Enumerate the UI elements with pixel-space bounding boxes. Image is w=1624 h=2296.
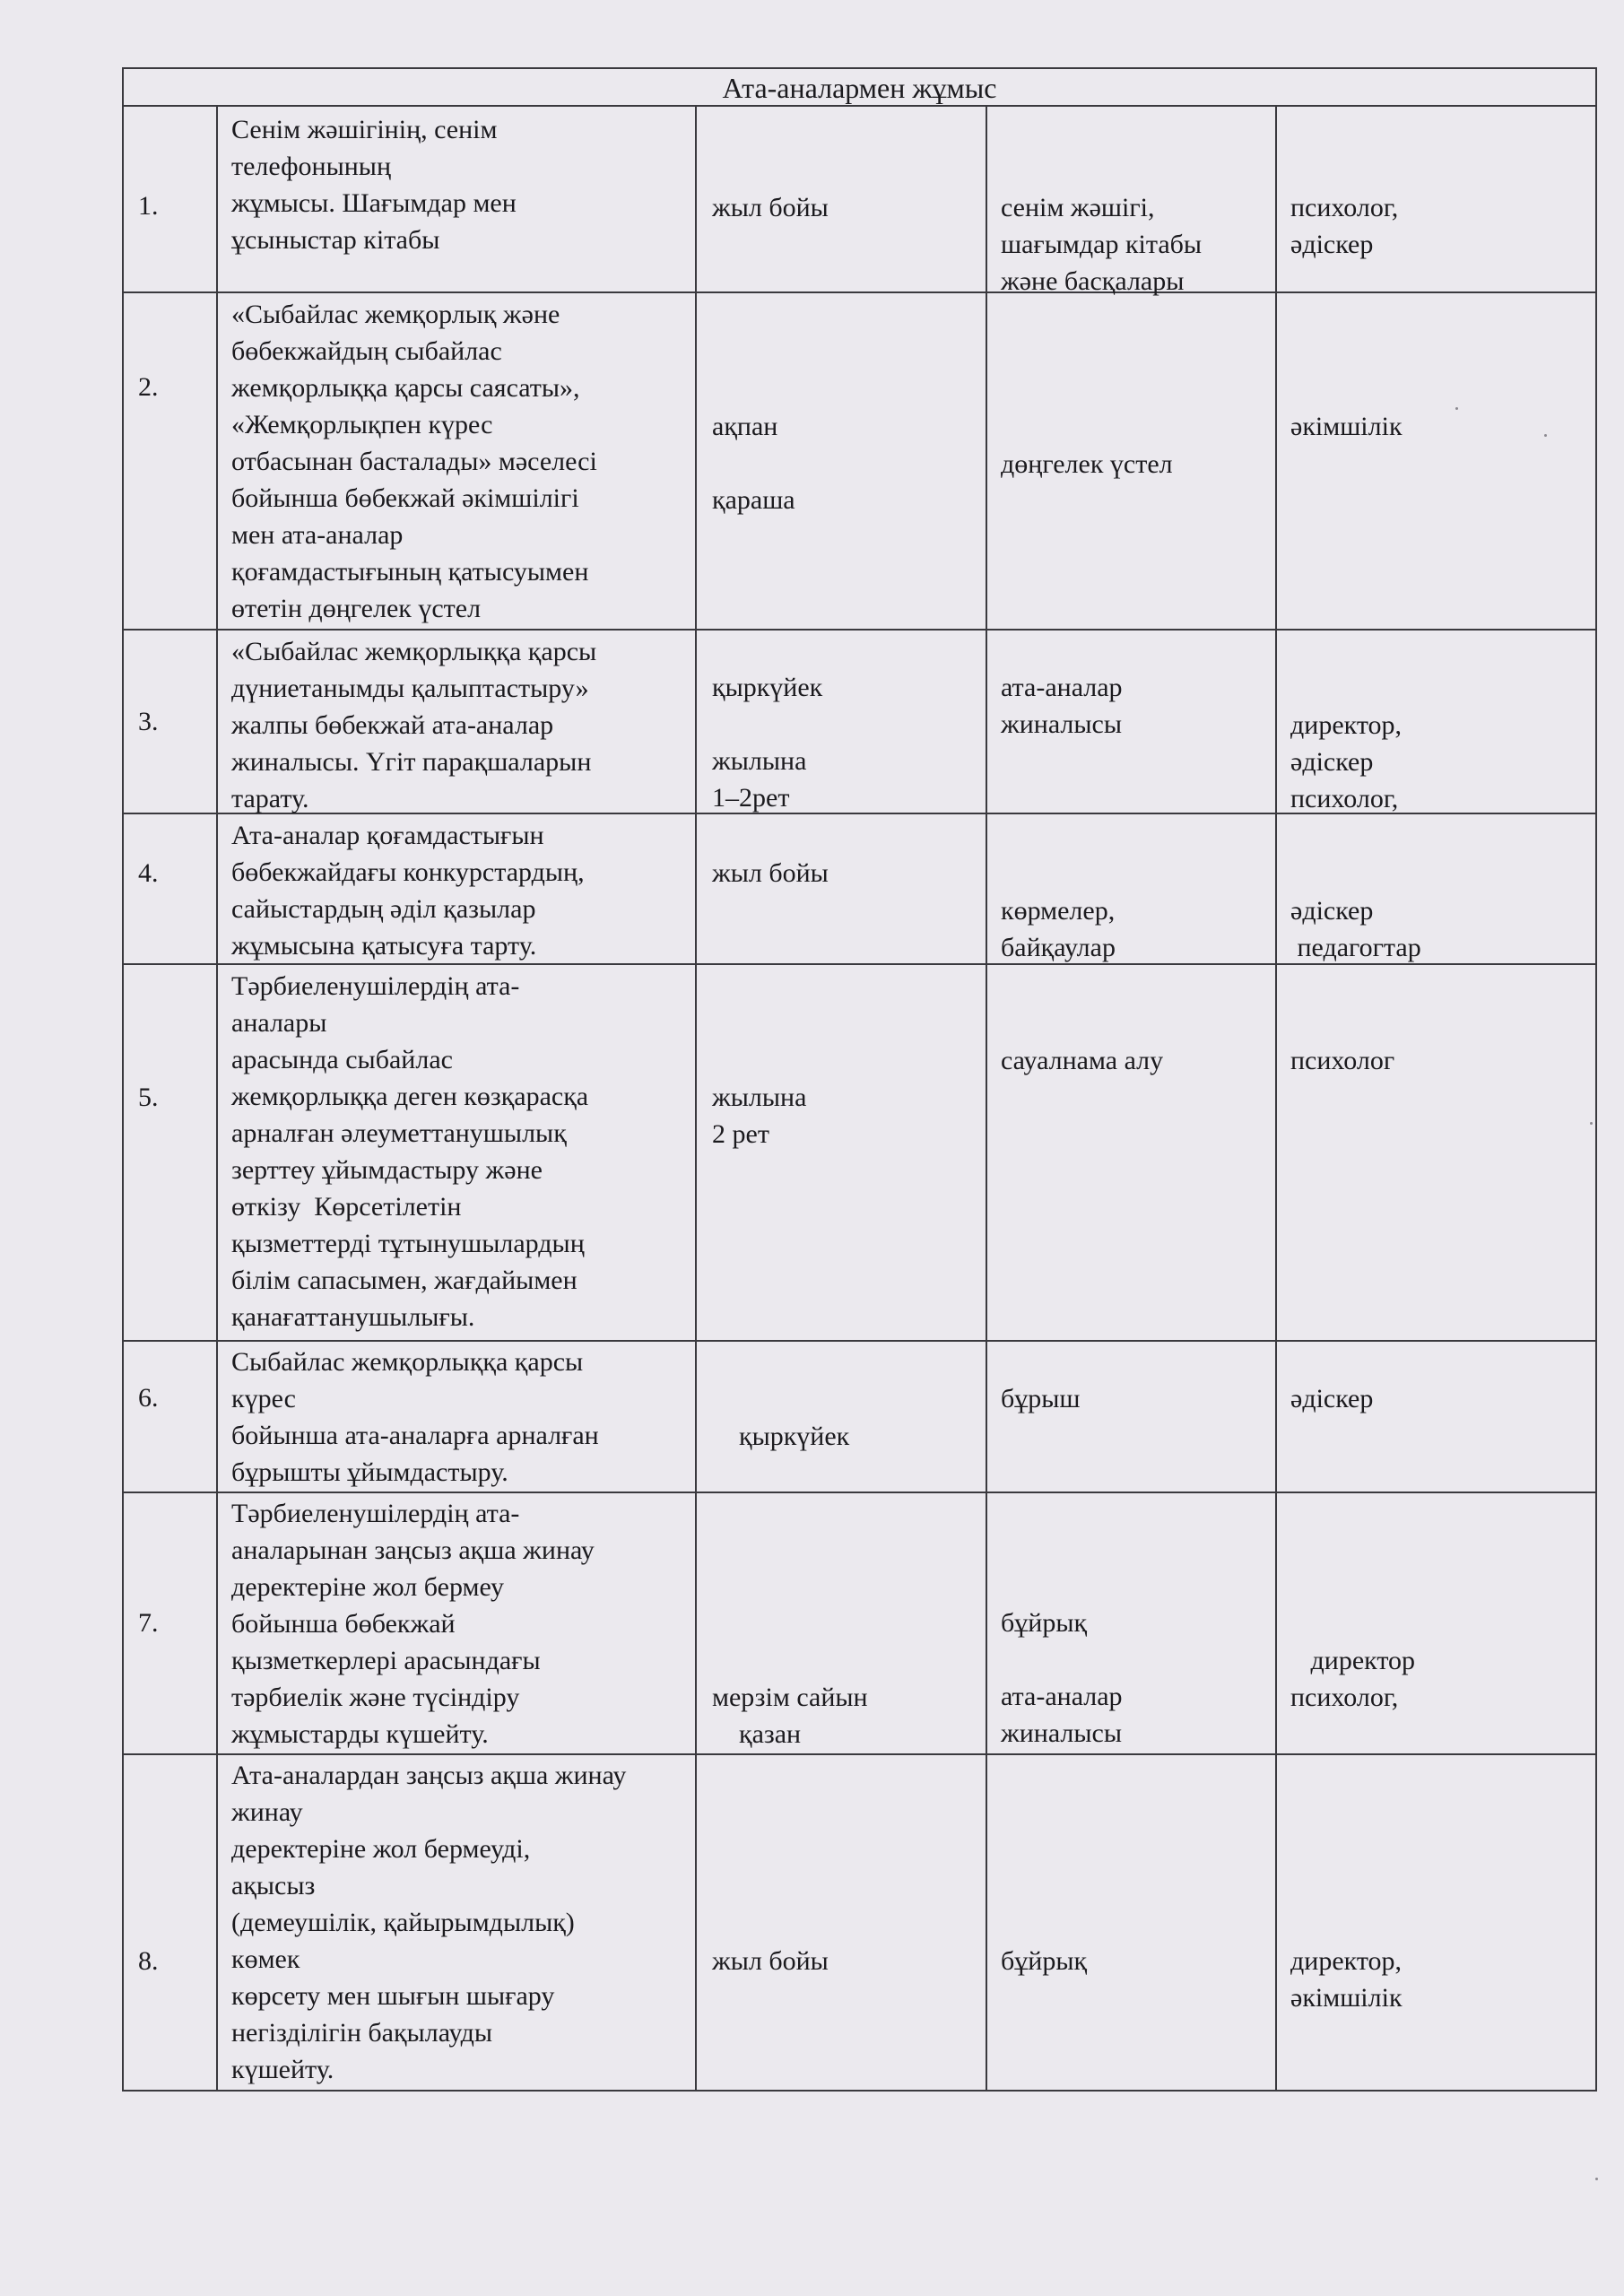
responsible-cell: әдіскер педагогтар	[1290, 896, 1421, 962]
activity-cell: «Сыбайлас жемқорлыққа қарсы дүниетанымды қалыптастыру» жалпы бөбекжай ата-аналар жиналысы. Үгіт парақшаларын тарату.	[231, 637, 597, 813]
activity-cell: Ата-аналар қоғамдастығын бөбекжайдағы конкурстардың, сайыстардың әділ қазылар жұмысына қатысуға тарту.	[231, 821, 585, 961]
activity-cell: «Сыбайлас жемқорлық және бөбекжайдың сыбайлас жемқорлыққа қарсы саясаты», «Жемқорлықпен күрес отбасынан басталады» мәселесі бойынша бөбекжай әкімшілігі мен ата-аналар қоғамдастығының қатысуымен өтетін дөңгелек үстел	[231, 300, 597, 623]
activity-cell: Ата-аналардан заңсыз ақша жинау жинау деректеріне жол бермеуді, ақысыз (демеушілік, қайырымдылық) көмек көрсету мен шығын шығару негізділігін бақылауды күшейту.	[231, 1761, 627, 2084]
form-cell: сенім жәшігі, шағымдар кітабы және басқалары	[1001, 193, 1203, 296]
row-number: 5.	[138, 1083, 159, 1112]
row-number: 4.	[138, 858, 159, 888]
row-number: 8.	[138, 1946, 159, 1976]
form-cell: көрмелер, байқаулар	[1001, 896, 1116, 962]
scan-speck	[1595, 2178, 1598, 2180]
responsible-cell: директор, әдіскер психолог,	[1290, 710, 1403, 813]
row-number: 7.	[138, 1608, 159, 1638]
responsible-cell: психолог	[1290, 1046, 1395, 1075]
form-cell: сауалнама алу	[1001, 1046, 1164, 1075]
form-cell: бұйрық ата-аналар жиналысы	[1001, 1608, 1123, 1748]
period-cell: жылына 2 рет	[712, 1083, 807, 1149]
form-cell: дөңгелек үстел	[1001, 449, 1173, 479]
period-cell: жыл бойы	[712, 193, 829, 222]
responsible-cell: психолог, әдіскер	[1290, 193, 1399, 259]
responsible-cell: директор психолог,	[1290, 1646, 1416, 1712]
row-divider	[124, 1753, 1595, 1755]
period-cell: қыркүйек жылына 1–2рет	[712, 673, 823, 813]
column-divider	[695, 107, 697, 2090]
activity-cell: Сыбайлас жемқорлыққа қарсы күрес бойынша ата-аналарға арналған бұрышты ұйымдастыру.	[231, 1347, 599, 1487]
row-number: 6.	[138, 1383, 159, 1413]
row-divider	[124, 629, 1595, 631]
row-number: 2.	[138, 372, 159, 402]
work-plan-table	[122, 67, 1597, 2092]
period-cell: ақпан қараша	[712, 412, 795, 515]
row-divider	[124, 1340, 1595, 1342]
period-cell: қыркүйек	[712, 1422, 850, 1451]
scan-speck	[1455, 407, 1458, 410]
row-divider	[124, 291, 1595, 293]
scan-speck	[1544, 434, 1547, 437]
section-header	[124, 69, 1595, 107]
period-cell: жыл бойы	[712, 1946, 829, 1976]
form-cell: бұрыш	[1001, 1384, 1081, 1413]
column-divider	[986, 107, 987, 2090]
responsible-cell: әкімшілік	[1290, 412, 1403, 441]
form-cell: бұйрық	[1001, 1946, 1088, 1976]
form-cell: ата-аналар жиналысы	[1001, 673, 1123, 739]
activity-cell: Тәрбиеленушілердің ата- аналары арасында сыбайлас жемқорлыққа деген көзқарасқа арналған әлеуметтанушылық зерттеу ұйымдастыру және өткізу Көрсетілетін қызметтерді тұтынушылардың білім сапасымен, жағдайымен қанағаттанушылығы.	[231, 971, 589, 1332]
row-number: 1.	[138, 191, 159, 221]
responsible-cell: директор, әкімшілік	[1290, 1946, 1403, 2013]
responsible-cell: әдіскер	[1290, 1384, 1374, 1413]
section-title: Ата-аналармен жұмыс	[722, 72, 997, 104]
row-number: 3.	[138, 707, 159, 736]
column-divider	[216, 107, 218, 2090]
activity-cell: Тәрбиеленушілердің ата- аналарынан заңсыз ақша жинау деректеріне жол бермеу бойынша бөбекжай қызметкерлері арасындағы тәрбиелік және түсіндіру жұмыстарды күшейту.	[231, 1499, 595, 1749]
period-cell: мерзім сайын қазан	[712, 1683, 868, 1749]
column-divider	[1275, 107, 1277, 2090]
row-divider	[124, 1492, 1595, 1493]
activity-cell: Сенім жәшігінің, сенім телефонының жұмысы. Шағымдар мен ұсыныстар кітабы	[231, 115, 517, 255]
scan-speck	[1590, 1122, 1593, 1125]
period-cell: жыл бойы	[712, 858, 829, 888]
